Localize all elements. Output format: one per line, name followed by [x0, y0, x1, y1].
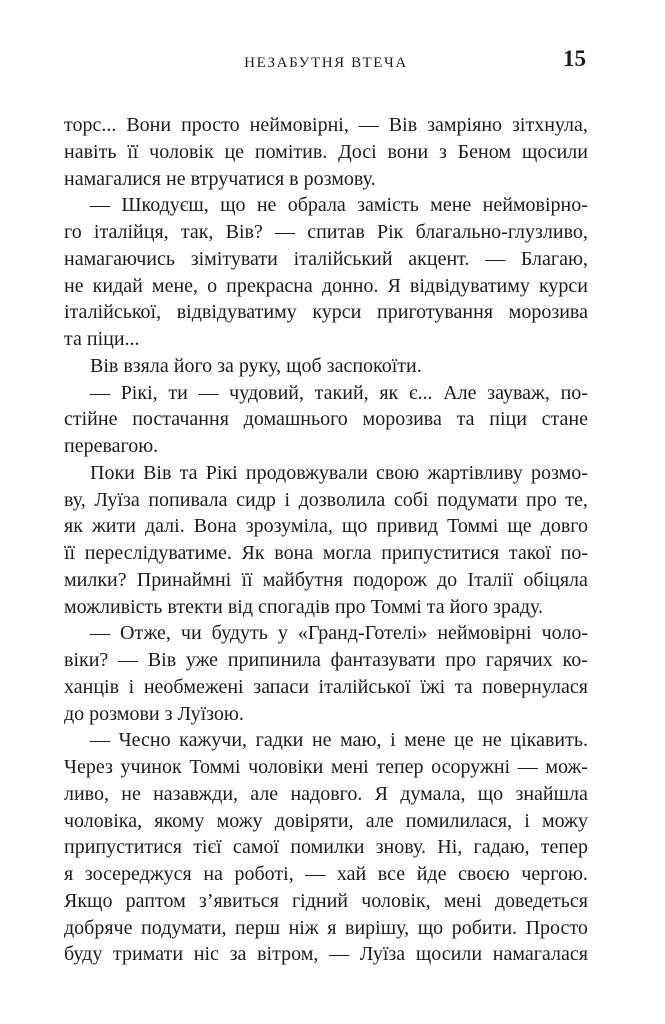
word: я: [327, 916, 337, 939]
word: але: [365, 809, 394, 832]
word: гарячих: [485, 649, 553, 671]
word: Поки: [90, 461, 135, 484]
word: що: [417, 916, 444, 939]
paragraph: [64, 192, 588, 353]
text-line: [64, 888, 588, 915]
word: довіряти,: [274, 809, 354, 832]
word: стане: [541, 408, 588, 431]
text-line: [64, 540, 588, 567]
word: та: [454, 675, 473, 698]
word: неймовірні,: [249, 114, 349, 136]
text-line: [64, 727, 588, 754]
text-line: [64, 513, 588, 540]
word: ще: [507, 515, 532, 538]
word: вона: [274, 542, 314, 564]
word: доведеться: [494, 889, 588, 912]
word: необмежені: [143, 675, 244, 698]
word: цікавить.: [510, 729, 588, 752]
text-line: намагалися не втручатися в розмову.: [64, 167, 376, 190]
word: собі: [393, 488, 429, 511]
word: чоло-: [541, 622, 588, 645]
word: —: [90, 622, 110, 645]
word: помилки: [290, 836, 365, 859]
word: раптом: [125, 889, 186, 912]
word: могла: [322, 542, 372, 564]
word: морозива: [508, 301, 588, 324]
word: ливо,: [64, 782, 109, 805]
word: ву,: [64, 488, 86, 511]
word: ханців: [64, 675, 120, 698]
word: замість: [357, 194, 419, 217]
word: Досі: [338, 140, 377, 163]
word: Шкодуєш,: [121, 194, 209, 217]
word: буду: [64, 943, 103, 966]
word: як: [379, 381, 399, 404]
text-line: [64, 139, 588, 166]
word: чудовий,: [229, 381, 304, 404]
paragraph: [64, 620, 588, 727]
word: по-: [560, 381, 588, 404]
word: намагалася: [492, 943, 588, 966]
word: Але: [443, 381, 477, 404]
text-line: [64, 834, 588, 861]
word: так,: [180, 221, 214, 243]
word: учинок: [120, 756, 182, 778]
text-line: до розмови з Луїзою.: [64, 702, 244, 725]
word: щосили: [521, 140, 588, 163]
word: Як: [241, 542, 265, 564]
word: Благаю,: [520, 247, 588, 270]
word: —: [358, 114, 379, 136]
paragraph: [64, 380, 588, 460]
word: щосили: [415, 943, 483, 966]
text-line: [64, 112, 588, 139]
word: у: [277, 622, 288, 645]
word: неймовірно-: [482, 194, 588, 217]
word: Принаймні: [136, 568, 232, 591]
word: го: [64, 221, 82, 243]
word: припуститися: [381, 542, 500, 564]
text-line: [64, 754, 588, 781]
word: італійської: [318, 675, 411, 698]
word: ніж: [288, 916, 319, 939]
word: торс...: [64, 114, 117, 136]
word: не: [121, 782, 141, 805]
word: —: [198, 381, 219, 404]
word: чоловік: [149, 140, 214, 163]
text-line: [64, 620, 588, 647]
word: її: [127, 140, 139, 163]
paragraph: [64, 727, 588, 968]
word: все: [377, 863, 406, 885]
word: знайшла: [515, 782, 588, 805]
word: не: [256, 194, 277, 217]
text-line: [64, 192, 588, 219]
word: Рікі: [205, 461, 238, 484]
word: —: [90, 381, 110, 404]
word: чергою.: [521, 863, 588, 885]
word: мені: [443, 889, 482, 912]
word: Через: [64, 756, 113, 778]
word: як: [64, 515, 83, 538]
word: обрала: [287, 194, 346, 217]
word: надовго.: [290, 782, 363, 805]
word: Беном: [457, 140, 512, 163]
word: Томмі: [189, 756, 241, 778]
word: милки?: [64, 568, 127, 591]
word: морозива: [362, 408, 442, 431]
word: але: [250, 782, 279, 805]
word: можу: [216, 809, 263, 832]
word: та: [179, 461, 198, 484]
word: чоловік,: [361, 889, 431, 912]
word: тепер: [376, 756, 424, 778]
text-line: [64, 299, 588, 326]
word: зімітувати: [190, 247, 278, 270]
text-line: перевагою.: [64, 435, 159, 457]
word: мене: [404, 729, 446, 752]
word: і: [390, 729, 396, 752]
word: помилилася,: [405, 809, 513, 832]
word: якому: [154, 809, 205, 832]
word: роботі,: [234, 863, 294, 885]
word: ти: [168, 381, 188, 404]
word: курси: [312, 301, 362, 324]
word: намагаючись: [64, 247, 175, 270]
word: Вона: [193, 515, 237, 538]
word: свою: [376, 461, 420, 484]
word: тепер: [540, 836, 588, 859]
word: Отже,: [120, 622, 171, 645]
word: вони: [387, 140, 429, 163]
word: припуститися: [64, 836, 182, 859]
word: Італії: [467, 568, 514, 591]
word: можу: [541, 809, 588, 832]
word: назавжди,: [153, 782, 239, 805]
word: гадаю,: [473, 836, 530, 859]
word: мене,: [151, 274, 199, 297]
text-line: [64, 406, 588, 433]
word: сидр: [236, 488, 276, 511]
word: помітив.: [254, 140, 328, 163]
word: Рікі,: [120, 381, 158, 404]
word: обіцяла: [523, 568, 588, 591]
text-line: [64, 487, 588, 514]
word: є...: [408, 381, 433, 404]
word: осоружні: [431, 756, 511, 778]
word: —: [329, 943, 350, 966]
word: її: [64, 542, 76, 564]
text-line: [64, 273, 588, 300]
word: «Гранд-Готелі»: [297, 622, 428, 645]
word: навіть: [64, 140, 117, 163]
word: добряче: [64, 916, 133, 939]
text-line: [64, 460, 588, 487]
word: прекрасна: [226, 274, 313, 297]
word: вирішу,: [345, 916, 410, 939]
word: Рік: [376, 221, 404, 243]
word: —: [90, 729, 110, 752]
text-line: [64, 674, 588, 701]
word: —: [517, 756, 538, 778]
word: кажучи,: [179, 729, 248, 752]
word: майбутня: [262, 568, 343, 591]
word: Ні,: [437, 836, 463, 859]
word: їжі: [420, 675, 446, 698]
word: попивала: [148, 488, 228, 511]
text-line: та піци...: [64, 328, 140, 350]
word: переслідуватиме.: [84, 542, 232, 564]
word: італійської,: [64, 301, 162, 324]
word: не: [482, 729, 502, 752]
word: по-: [560, 542, 588, 564]
word: тієї: [193, 836, 222, 859]
word: дозволила: [298, 488, 386, 511]
text-line: [64, 915, 588, 942]
word: благально-глузливо,: [415, 221, 588, 243]
word: і: [284, 488, 291, 511]
word: довго: [540, 515, 588, 538]
chapter-running-title: НЕЗАБУТНЯ ВТЕЧА: [244, 55, 408, 71]
word: хай: [336, 863, 367, 885]
text-line: [64, 808, 588, 835]
word: з: [438, 140, 447, 163]
word: мене: [430, 194, 472, 217]
word: думала,: [400, 782, 466, 805]
word: просто: [181, 114, 240, 136]
word: повернулася: [482, 675, 588, 698]
word: це: [454, 729, 474, 752]
word: віки?: [64, 649, 109, 671]
word: домашнього: [243, 408, 348, 431]
word: тримати: [113, 943, 184, 966]
word: зосереджуся: [84, 863, 192, 885]
word: не: [311, 729, 332, 752]
word: про: [445, 649, 476, 671]
word: маю,: [340, 729, 382, 752]
word: неймовірні: [437, 622, 532, 645]
word: —: [485, 247, 506, 270]
word: приготування: [377, 301, 494, 324]
word: далі.: [144, 515, 185, 538]
word: Вів?: [225, 221, 263, 243]
page-number: 15: [563, 46, 586, 71]
word: піци: [489, 408, 527, 431]
word: перш: [235, 916, 281, 939]
word: з’явиться: [198, 889, 279, 912]
word: на: [203, 863, 223, 885]
word: привид: [376, 515, 439, 538]
word: —: [305, 863, 326, 885]
word: її: [241, 568, 253, 591]
word: гідний: [291, 889, 348, 912]
word: Вів: [388, 114, 418, 136]
word: —: [90, 194, 110, 217]
paragraph: [64, 460, 588, 621]
text-line: [64, 246, 588, 273]
word: те,: [565, 488, 588, 511]
word: італійський: [293, 247, 393, 270]
text-line: [64, 781, 588, 808]
word: курси: [538, 274, 588, 297]
word: відвідуватиму: [176, 301, 297, 324]
word: акцент.: [408, 247, 470, 270]
word: спитав: [307, 221, 365, 243]
word: це: [224, 140, 245, 163]
word: гадки: [255, 729, 304, 752]
word: будуть: [211, 622, 268, 645]
word: зрозуміла,: [245, 515, 333, 538]
word: постачання: [132, 408, 229, 431]
word: донно.: [321, 274, 379, 297]
word: йде: [416, 863, 447, 885]
word: робити.: [451, 916, 518, 939]
text-line: Вів взяла його за руку, щоб заспокоїти.: [90, 354, 422, 377]
text-line: [64, 941, 588, 968]
text-line: [64, 567, 588, 594]
word: до: [437, 568, 458, 591]
word: фантазувати: [330, 649, 436, 671]
word: знову.: [375, 836, 427, 859]
word: своєю: [458, 863, 510, 885]
word: розмо-: [530, 461, 588, 484]
word: кидай: [92, 274, 143, 297]
word: подумати: [437, 488, 518, 511]
word: і: [524, 809, 530, 832]
text-line: [64, 380, 588, 407]
word: самої: [232, 836, 280, 859]
paragraph: [64, 353, 588, 380]
word: та: [456, 408, 475, 431]
word: чи: [180, 622, 202, 645]
word: чоловіки: [248, 756, 324, 778]
word: такої: [508, 542, 551, 564]
word: Я: [374, 782, 388, 805]
word: що: [477, 782, 504, 805]
word: і: [128, 675, 135, 698]
word: Я: [387, 274, 401, 297]
word: такий,: [314, 381, 369, 404]
word: жартівливу: [427, 461, 523, 484]
word: ніс: [193, 943, 219, 966]
word: зітхнула,: [512, 114, 588, 136]
word: про: [525, 488, 557, 511]
word: чоловіка,: [64, 809, 143, 832]
text-line: можливість втекти від спогадів про Томмі та його зраду.: [64, 595, 543, 618]
word: уже: [185, 649, 219, 671]
word: ко-: [562, 649, 588, 671]
word: запаси: [253, 675, 309, 698]
word: припинила: [227, 649, 321, 671]
word: подорож: [353, 568, 427, 591]
word: подумати,: [141, 916, 227, 939]
word: Вів: [147, 649, 177, 671]
word: зауваж,: [487, 381, 550, 404]
word: Якщо: [64, 889, 113, 912]
word: замріяно: [427, 114, 503, 136]
word: Луїза: [94, 488, 140, 511]
word: Вів: [143, 461, 172, 484]
word: Томмі: [447, 515, 499, 538]
word: не: [64, 274, 84, 297]
paragraph: [64, 112, 588, 192]
word: мені: [330, 756, 369, 778]
page-body: [64, 112, 588, 968]
word: за: [229, 943, 247, 966]
word: Луїза: [359, 943, 406, 966]
word: що: [341, 515, 368, 538]
word: продовжували: [245, 461, 368, 484]
word: мож-: [545, 756, 588, 778]
word: Вони: [126, 114, 172, 136]
text-line: [64, 219, 588, 246]
word: —: [275, 221, 296, 243]
word: стійне: [64, 408, 118, 431]
word: що: [220, 194, 246, 217]
word: о: [207, 274, 218, 297]
word: я: [64, 863, 74, 885]
word: італійця,: [93, 221, 169, 243]
word: вітром,: [257, 943, 319, 966]
word: відвідуватиму: [409, 274, 530, 297]
text-line: [64, 861, 588, 888]
word: Просто: [525, 916, 588, 939]
word: жити: [91, 515, 136, 538]
text-line: [64, 647, 588, 674]
word: —: [118, 649, 139, 671]
word: Чесно: [118, 729, 171, 752]
running-head: [64, 48, 588, 76]
